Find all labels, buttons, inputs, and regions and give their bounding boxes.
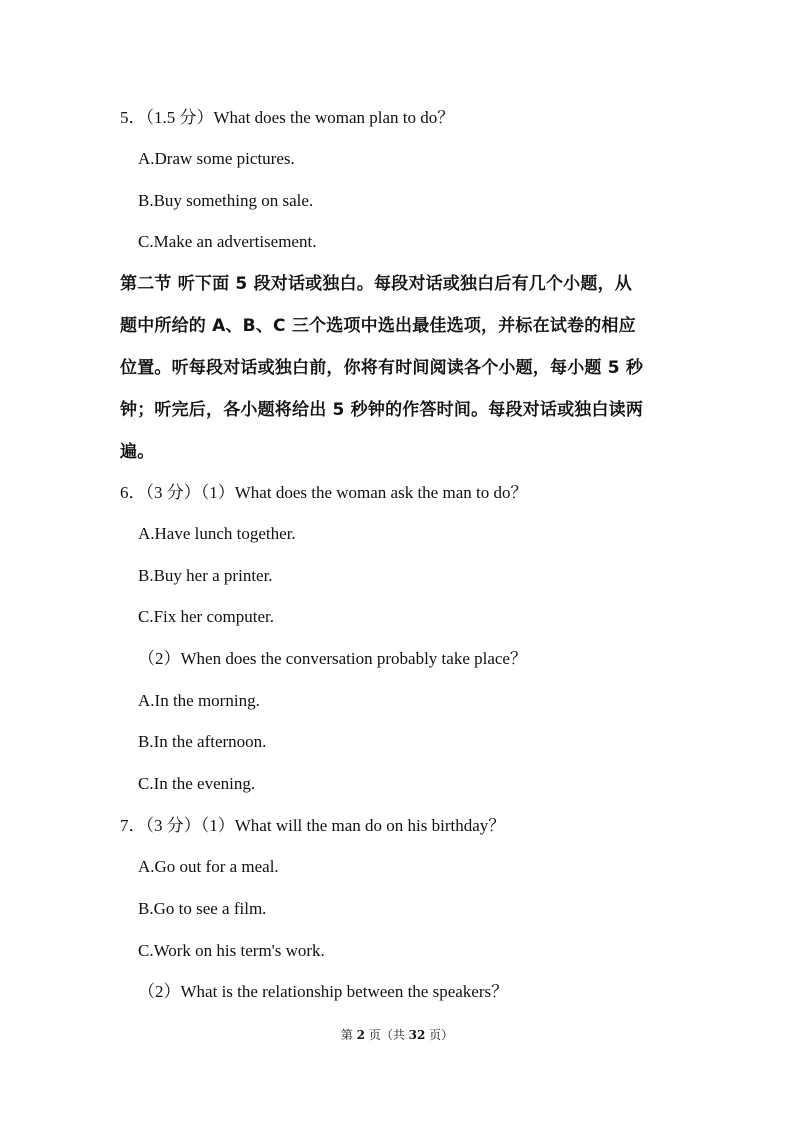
question-7-2-stem: （2）What is the relationship between the speakers？ [138,982,509,1001]
section-2-instruction-line-1: 第二节 听下面 5 段对话或独白。每段对话或独白后有几个小题，从 [120,274,632,294]
question-7-1-option-c: C.Work on his term's work. [138,941,325,960]
question-5-option-c: C.Make an advertisement. [138,232,317,251]
question-6-2-option-a: A.In the morning. [138,691,260,710]
footer-total-pages: 32 [408,1028,426,1042]
question-7-1-option-a: A.Go out for a meal. [138,857,279,876]
section-2-instruction-line-3: 位置。听每段对话或独白前，你将有时间阅读各个小题，每小题 5 秒 [120,358,644,378]
footer-prefix: 第 [340,1028,357,1042]
question-6-1-option-b: B.Buy her a printer. [138,566,273,585]
question-5-option-a: A.Draw some pictures. [138,149,295,168]
question-6-2-option-c: C.In the evening. [138,774,256,793]
question-6-1-option-c: C.Fix her computer. [138,607,274,626]
page-footer [0,1027,794,1043]
section-2-instruction-line-2: 题中所给的 A、B、C 三个选项中选出最佳选项，并标在试卷的相应 [120,316,636,336]
question-5-option-b: B.Buy something on sale. [138,191,314,210]
footer-page-number: 2 [356,1028,365,1042]
question-7-stem: 7．（3 分）（1）What will the man do on his birthday？ [120,816,506,835]
question-6-2-stem: （2）When does the conversation probably take place？ [138,649,527,668]
question-6-1-option-a: A.Have lunch together. [138,524,296,543]
footer-middle: 页（共 [365,1028,409,1042]
section-2-instruction-line-4: 钟；听完后，各小题将给出 5 秒钟的作答时间。每段对话或独白读两 [120,400,644,420]
footer-suffix: 页） [425,1028,454,1042]
question-5-stem: 5．（1.5 分）What does the woman plan to do？ [120,108,455,127]
question-7-1-option-b: B.Go to see a film. [138,899,267,918]
question-6-2-option-b: B.In the afternoon. [138,732,267,751]
question-6-stem: 6．（3 分）（1）What does the woman ask the man to do？ [120,483,528,502]
section-2-instruction-line-5: 遍。 [120,442,155,462]
